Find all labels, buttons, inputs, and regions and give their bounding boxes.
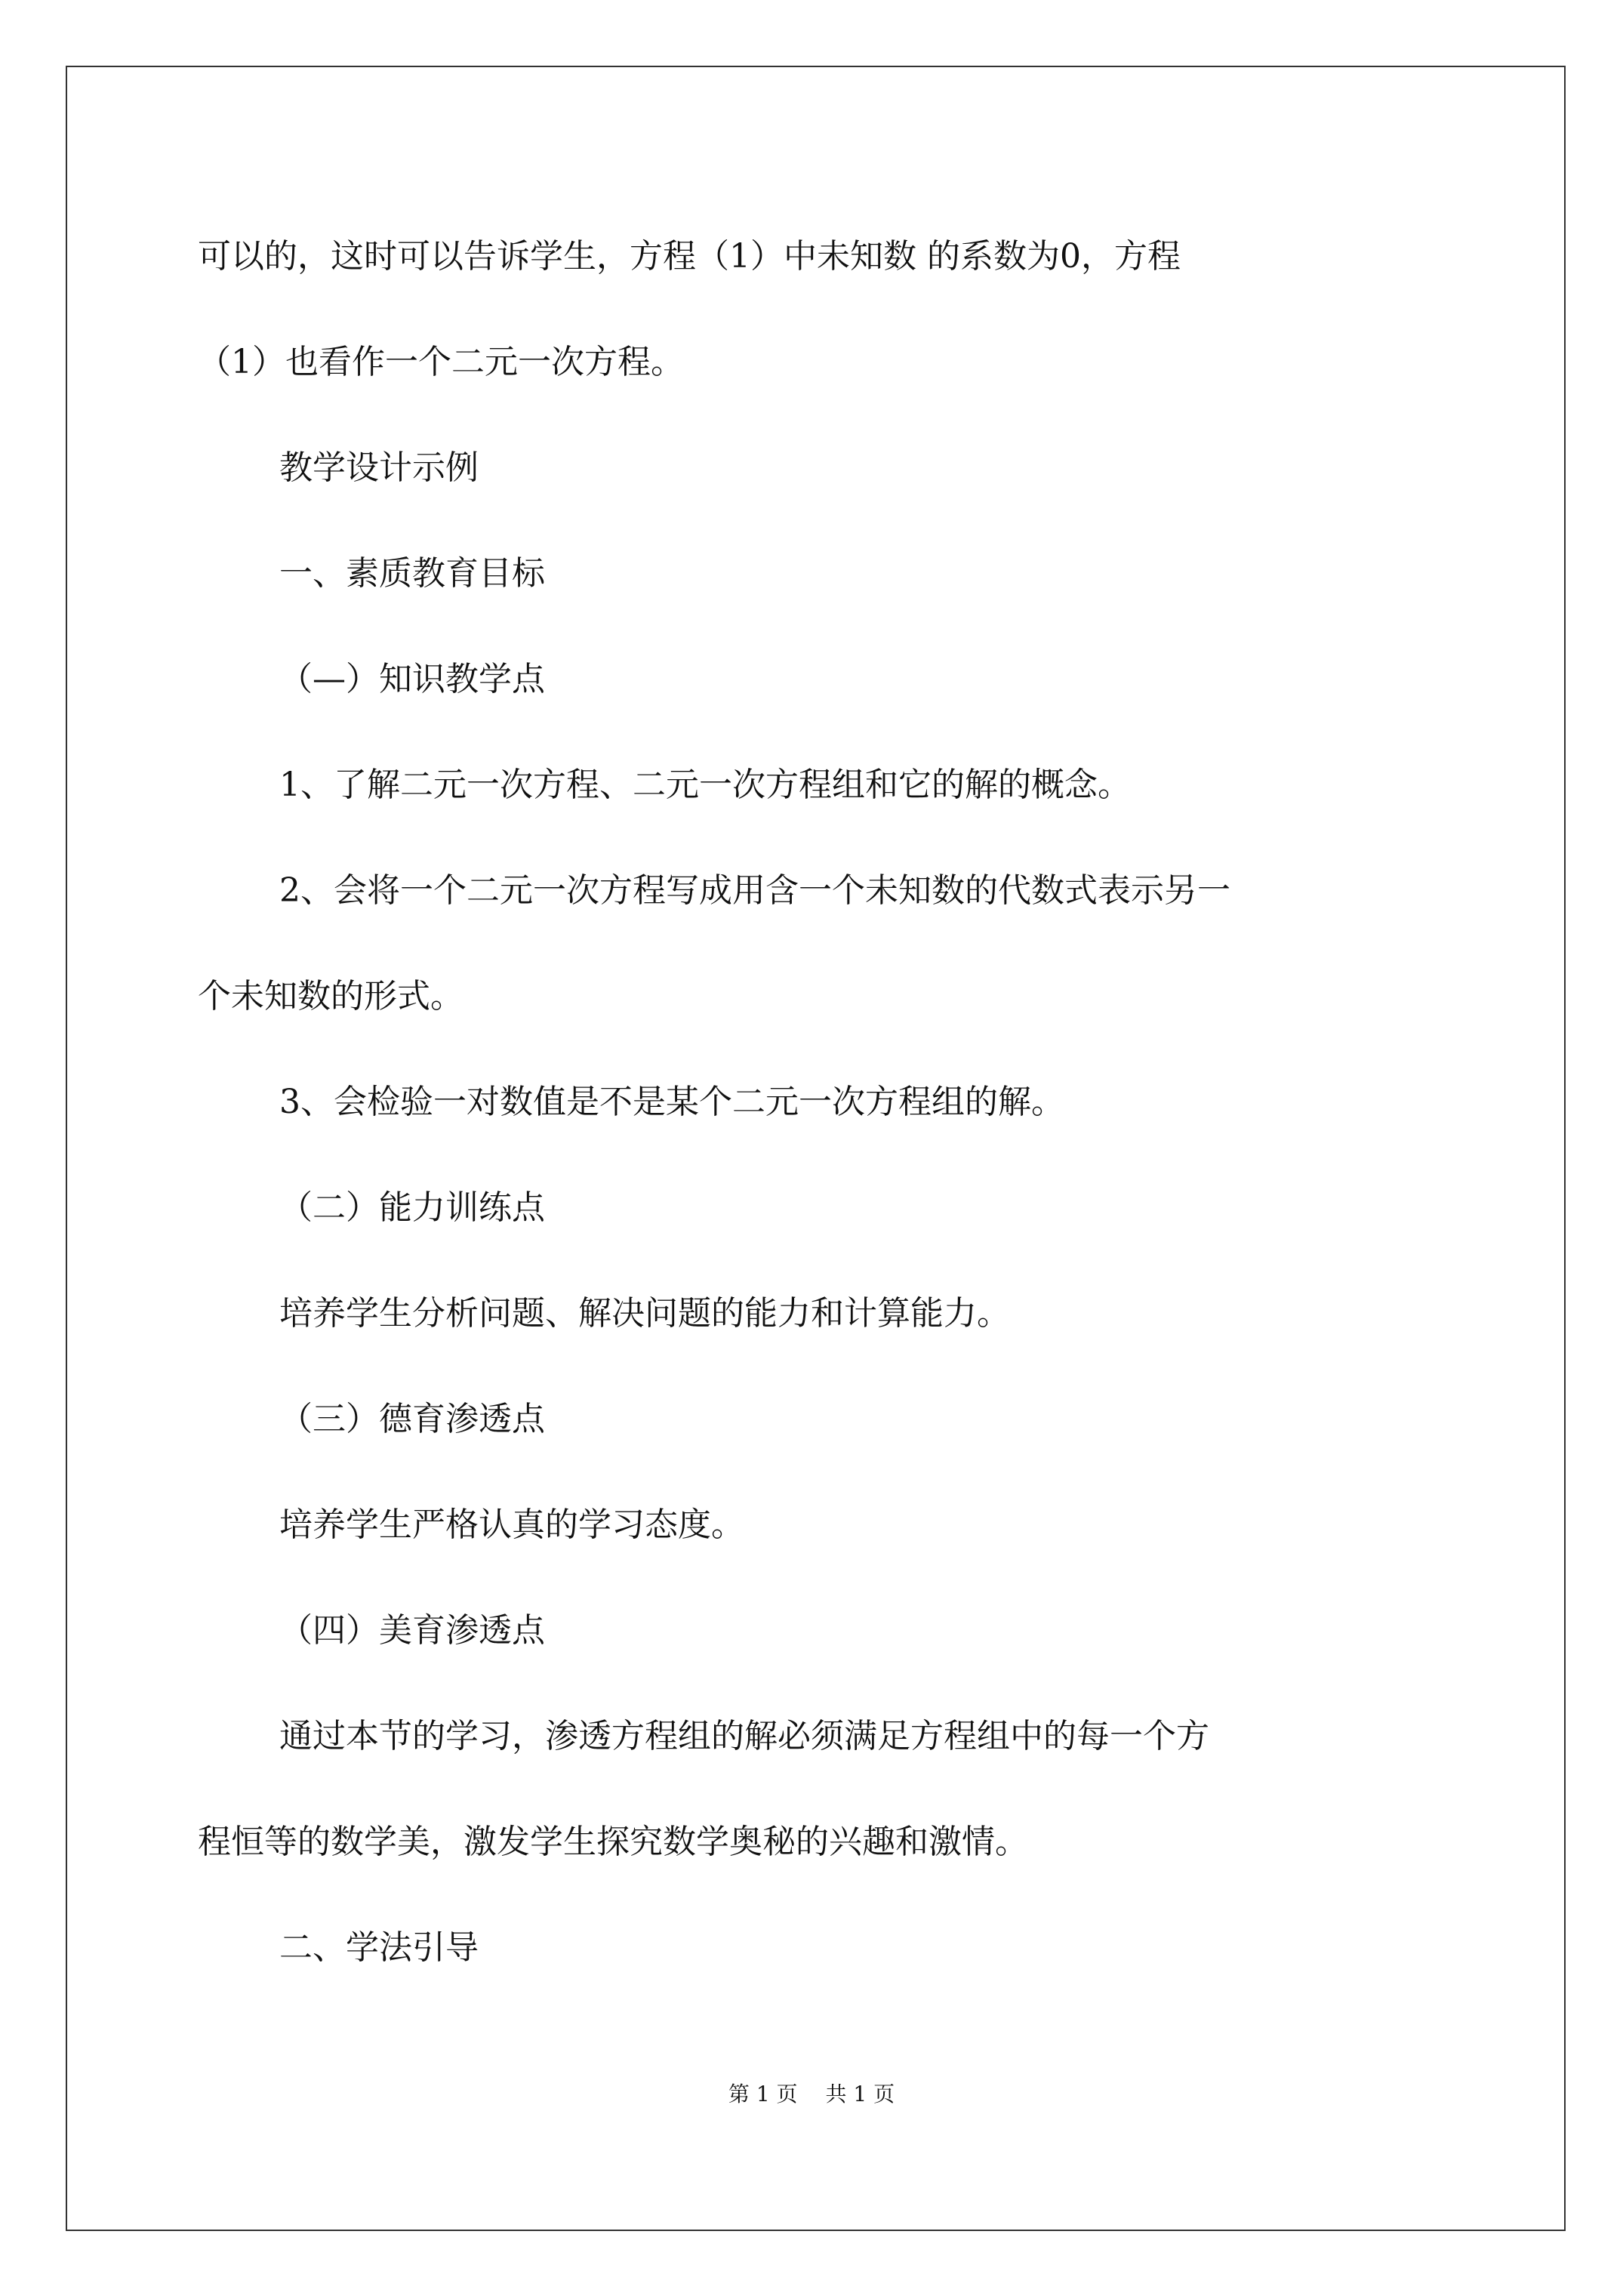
paragraph: 3、会检验一对数值是不是某个二元一次方程组的解。 xyxy=(279,1083,1064,1121)
section-heading: 二、学法引导 xyxy=(279,1928,479,1967)
subsection-heading: （二）能力训练点 xyxy=(279,1188,545,1227)
page-total: 共 1 页 xyxy=(825,2082,895,2106)
paragraph: 培养学生严格认真的学习态度。 xyxy=(279,1505,744,1544)
paragraph: 培养学生分析问题、解决问题的能力和计算能力。 xyxy=(279,1294,1010,1333)
section-heading: 教学设计示例 xyxy=(279,448,479,487)
paragraph: 个未知数的形式。 xyxy=(198,977,463,1015)
page-number: 第 1 页 xyxy=(728,2082,798,2106)
paragraph: 通过本节的学习，渗透方程组的解必须满足方程组中的每一个方 xyxy=(279,1717,1209,1755)
paragraph: 2、会将一个二元一次方程写成用含一个未知数的代数式表示另一 xyxy=(279,871,1230,910)
paragraph: （1）也看作一个二元一次方程。 xyxy=(198,343,684,381)
subsection-heading: （四）美育渗透点 xyxy=(279,1611,545,1650)
subsection-heading: （三）德育渗透点 xyxy=(279,1400,545,1438)
paragraph: 1、了解二元一次方程、二元一次方程组和它的解的概念。 xyxy=(279,766,1131,804)
subsection-heading: （—）知识教学点 xyxy=(279,660,545,698)
document-body xyxy=(198,204,1436,2001)
page-footer xyxy=(0,2078,1623,2108)
paragraph: 程恒等的数学美，激发学生探究数学奥秘的兴趣和激情。 xyxy=(198,1823,1028,1861)
paragraph: 可以的，这时可以告诉学生，方程（1）中未知数 的系数为0，方程 xyxy=(198,237,1181,276)
section-heading: 一、素质教育目标 xyxy=(279,554,545,593)
